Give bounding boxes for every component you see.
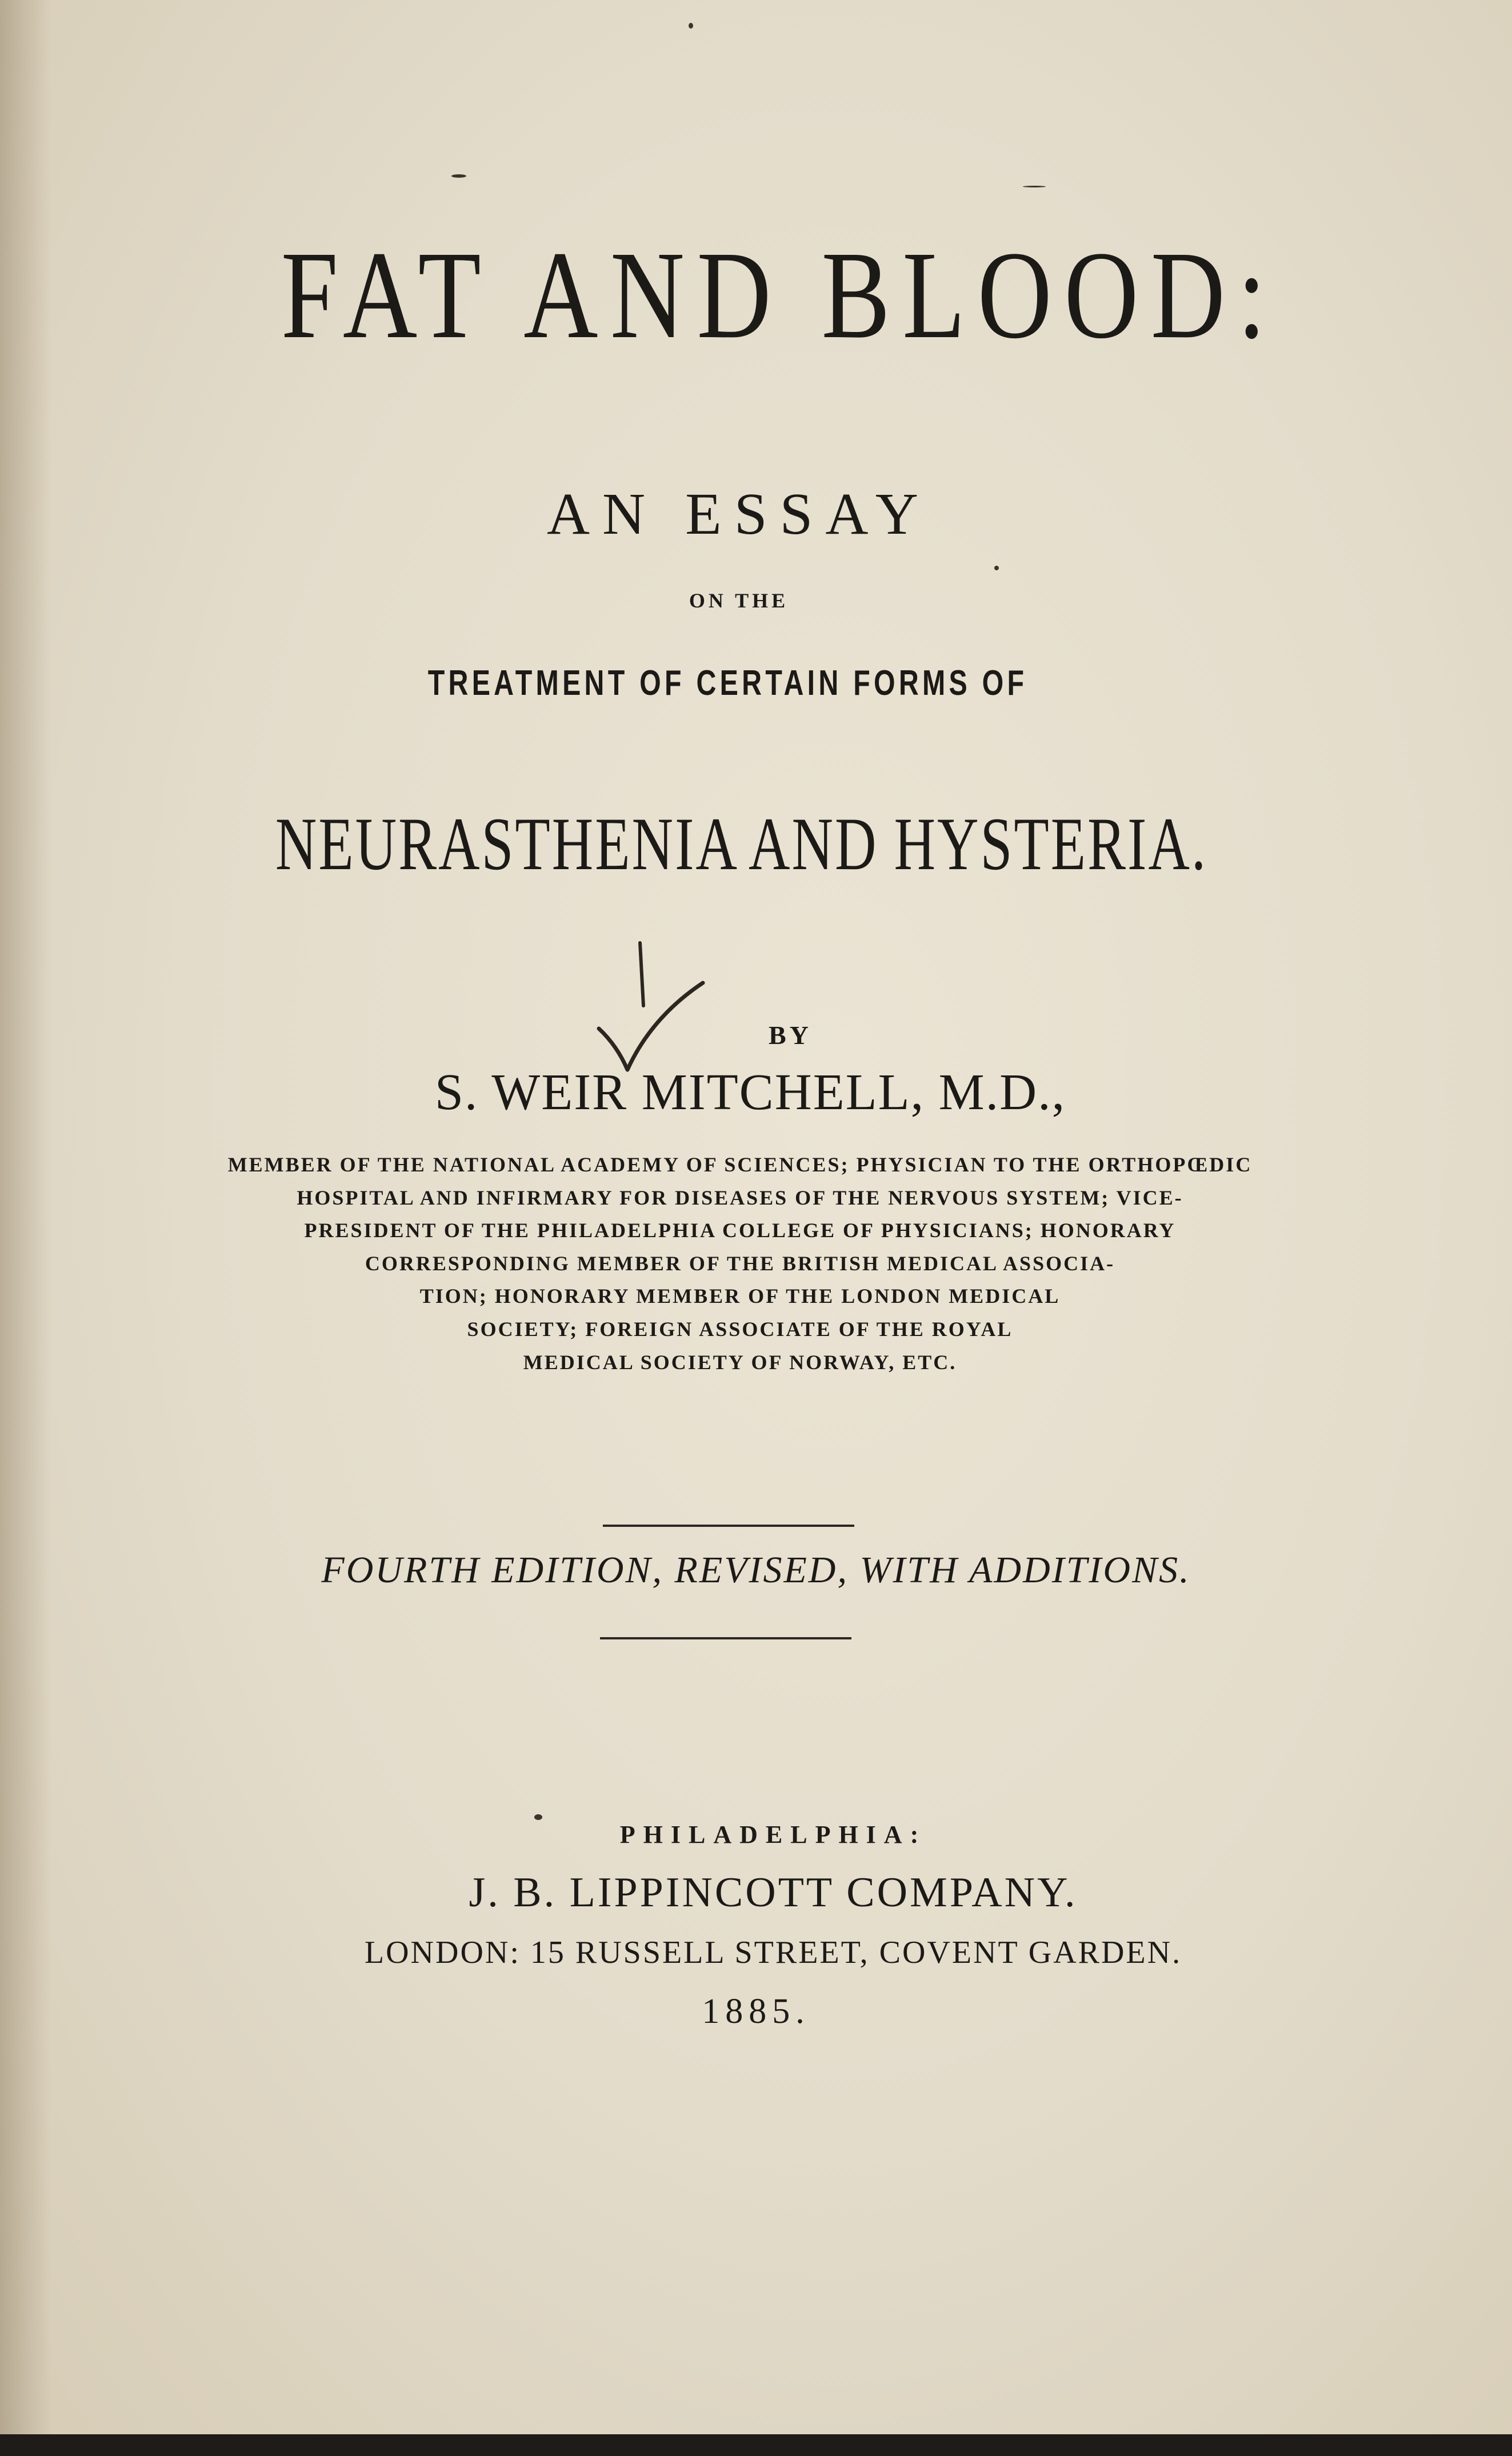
edition-text: FOURTH EDITION, REVISED, WITH ADDITIONS.: [321, 1549, 1191, 1591]
book-subtitle: AN ESSAY: [546, 481, 931, 547]
book-title: FAT AND BLOOD:: [281, 225, 1278, 365]
treatment-line: TREATMENT OF CERTAIN FORMS OF: [427, 663, 1028, 703]
ink-speck: [1023, 186, 1046, 187]
author-credentials: [217, 1149, 1263, 1379]
ink-speck: [451, 174, 466, 178]
author-name: S. WEIR MITCHELL, M.D.,: [434, 1064, 1066, 1121]
credential-line: CORRESPONDING MEMBER OF THE BRITISH MEDICAL ASSOCIA-: [365, 1251, 1115, 1275]
credential-line: MEDICAL SOCIETY OF NORWAY, ETC.: [523, 1350, 957, 1374]
on-the-text: ON THE: [689, 589, 789, 612]
by-text: BY: [769, 1021, 812, 1050]
credential-line: MEMBER OF THE NATIONAL ACADEMY OF SCIENCES; PHYSICIAN TO THE ORTHOPŒDIC: [227, 1153, 1253, 1176]
publisher-name: J. B. LIPPINCOTT COMPANY.: [469, 1869, 1078, 1916]
publication-year: 1885.: [702, 1992, 810, 2031]
credential-line: PRESIDENT OF THE PHILADELPHIA COLLEGE OF PHYSICIANS; HONORARY: [304, 1219, 1176, 1242]
credential-line: TION; HONORARY MEMBER OF THE LONDON MEDICAL: [419, 1285, 1061, 1308]
divider-rule: [603, 1525, 854, 1527]
ink-speck: [689, 23, 693, 29]
ink-speck: [994, 566, 999, 570]
page-bottom-edge: [0, 2434, 1512, 2456]
publisher-address: LONDON: 15 RUSSELL STREET, COVENT GARDEN.: [364, 1935, 1182, 1970]
ink-speck: [534, 1814, 542, 1820]
divider-rule: [600, 1637, 851, 1639]
credential-line: SOCIETY; FOREIGN ASSOCIATE OF THE ROYAL: [467, 1317, 1013, 1341]
publisher-city: PHILADELPHIA:: [619, 1821, 927, 1849]
credential-line: HOSPITAL AND INFIRMARY FOR DISEASES OF THE NERVOUS SYSTEM; VICE-: [297, 1186, 1183, 1209]
subject-heading: NEURASTHENIA AND HYSTERIA.: [275, 802, 1208, 886]
